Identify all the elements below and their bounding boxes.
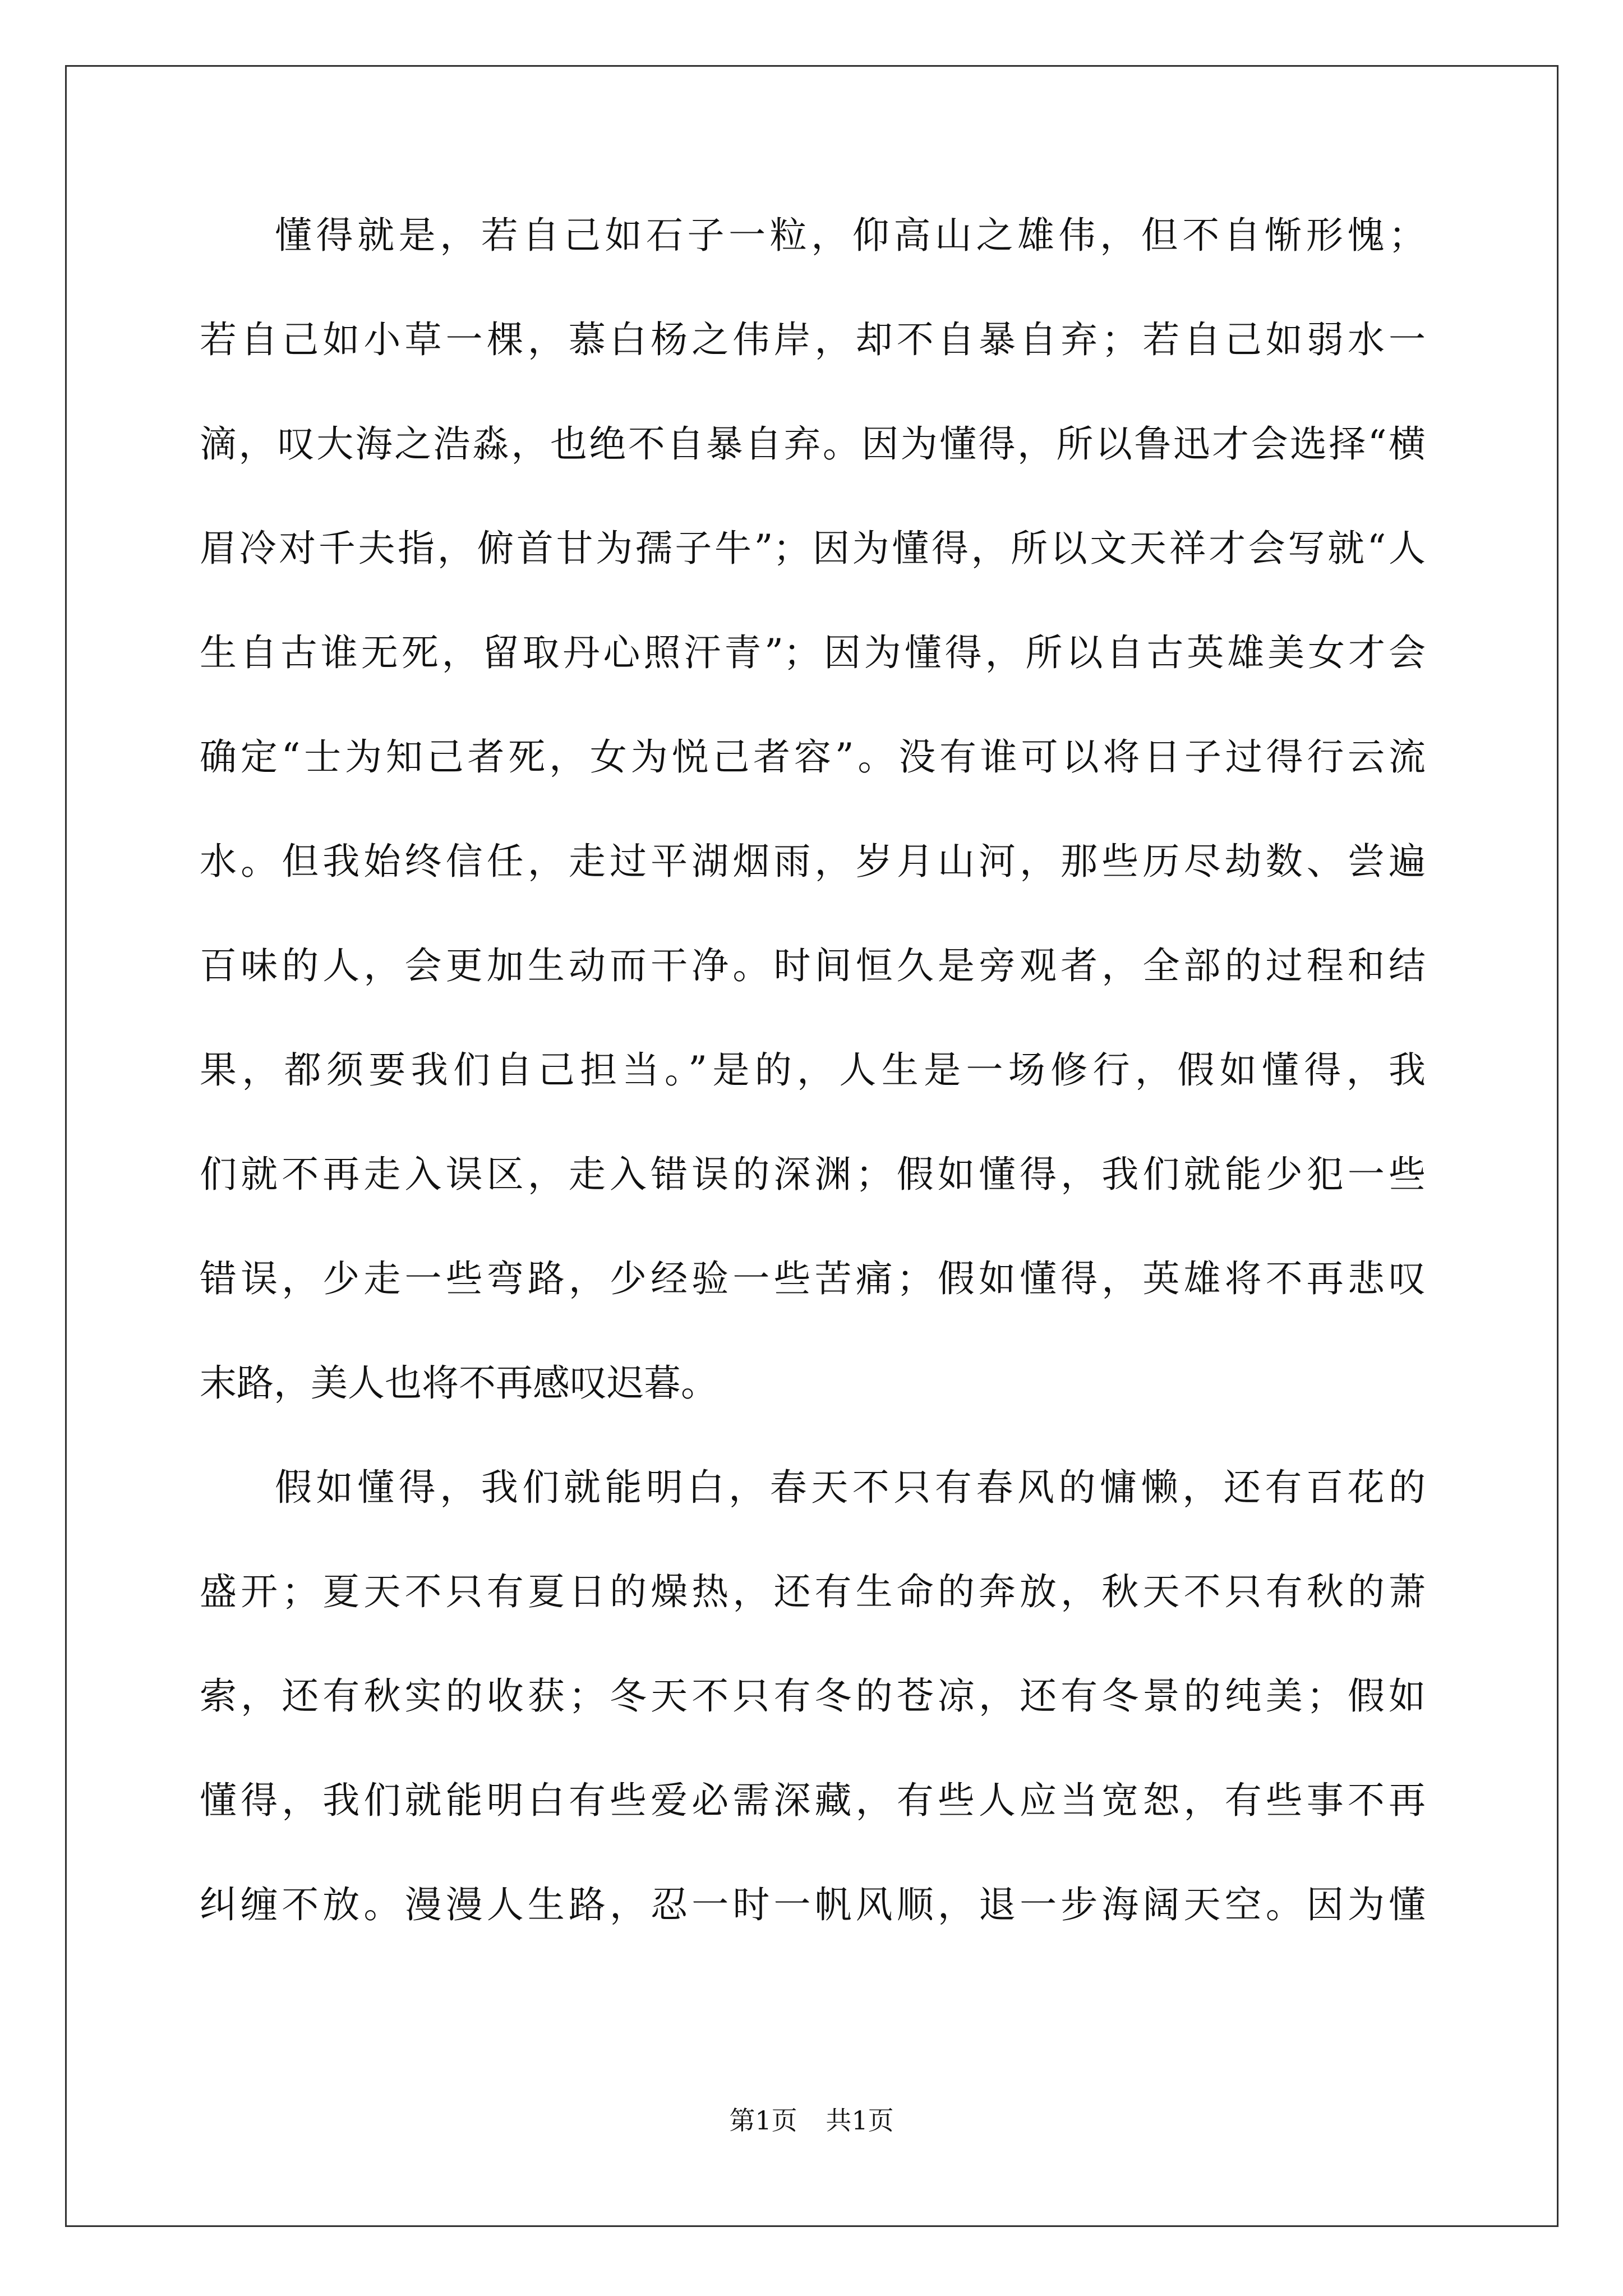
text-line: 百味的人，会更加生动而干净。时间恒久是旁观者，全部的过程和结 bbox=[200, 944, 1426, 987]
text-line: 纠缠不放。漫漫人生路，忍一时一帆风顺，退一步海阔天空。因为懂 bbox=[200, 1883, 1426, 1926]
text-line: 水。但我始终信任，走过平湖烟雨，岁月山河，那些历尽劫数、尝遍 bbox=[200, 840, 1426, 883]
text-line: 懂得，我们就能明白有些爱必需深藏，有些人应当宽恕，有些事不再 bbox=[200, 1779, 1426, 1822]
text-line: 滴，叹大海之浩淼，也绝不自暴自弃。因为懂得，所以鲁迅才会选择“横 bbox=[200, 422, 1426, 466]
text-line: 确定“士为知己者死，女为悦己者容”。没有谁可以将日子过得行云流 bbox=[200, 735, 1426, 779]
text-line: 懂得就是，若自己如石子一粒，仰高山之雄伟，但不自惭形愧； bbox=[275, 214, 1426, 257]
text-line: 末路，美人也将不再感叹迟暮。 bbox=[200, 1361, 718, 1405]
page-number: 第1页 bbox=[729, 2105, 797, 2136]
text-line: 眉冷对千夫指，俯首甘为孺子牛”；因为懂得，所以文天祥才会写就“人 bbox=[200, 527, 1426, 570]
page-total: 共1页 bbox=[826, 2105, 894, 2136]
text-line: 盛开；夏天不只有夏日的燥热，还有生命的奔放，秋天不只有秋的萧 bbox=[200, 1570, 1426, 1613]
text-line: 假如懂得，我们就能明白，春天不只有春风的慵懒，还有百花的 bbox=[275, 1466, 1426, 1509]
text-line: 若自己如小草一棵，慕白杨之伟岸，却不自暴自弃；若自己如弱水一 bbox=[200, 318, 1426, 361]
text-line: 索，还有秋实的收获；冬天不只有冬的苍凉，还有冬景的纯美；假如 bbox=[200, 1674, 1426, 1718]
text-line: 们就不再走入误区，走入错误的深渊；假如懂得，我们就能少犯一些 bbox=[200, 1153, 1426, 1196]
document-body bbox=[200, 216, 1426, 1990]
text-line: 生自古谁无死，留取丹心照汗青”；因为懂得，所以自古英雄美女才会 bbox=[200, 631, 1426, 674]
text-line: 错误，少走一些弯路，少经验一些苦痛；假如懂得，英雄将不再悲叹 bbox=[200, 1257, 1426, 1300]
page-footer bbox=[0, 2106, 1623, 2134]
text-line: 果，都须要我们自己担当。”是的，人生是一场修行，假如懂得，我 bbox=[200, 1048, 1426, 1092]
